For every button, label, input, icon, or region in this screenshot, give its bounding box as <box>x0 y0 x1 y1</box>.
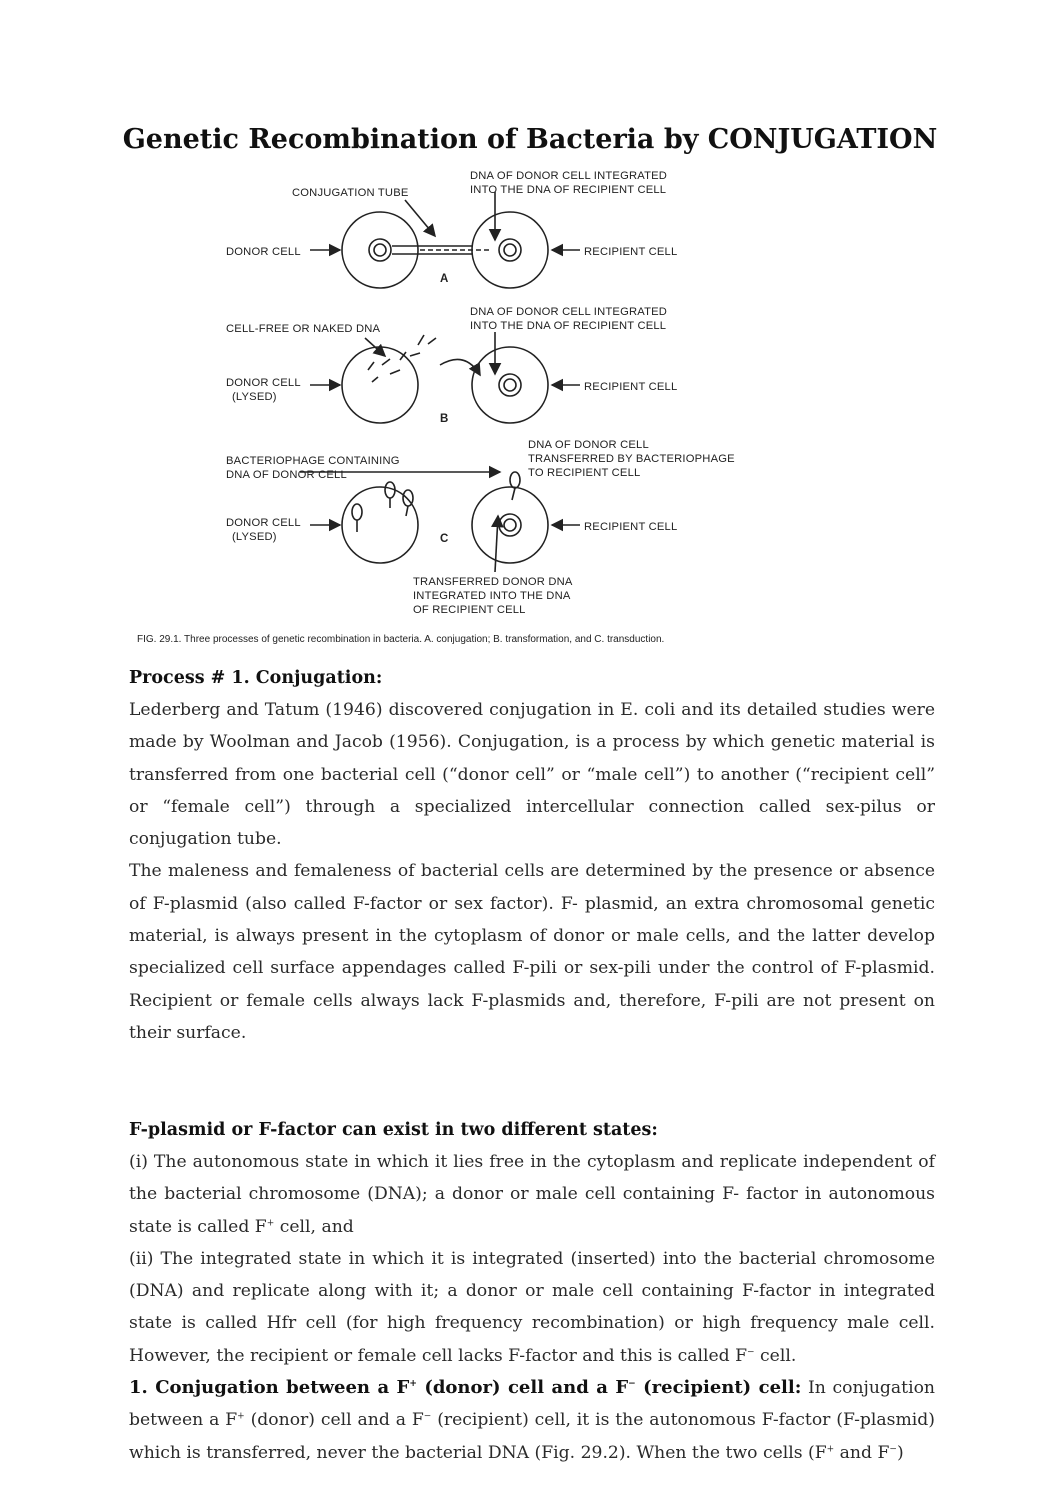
label-donor-cell-b-1: DONOR CELL <box>226 377 301 389</box>
figure-caption: FIG. 29.1. Three processes of genetic recombination in bacteria. A. conjugation; B. transformation, and C. transduction. <box>137 634 665 645</box>
label-donor-cell-c-1: DONOR CELL <box>226 517 301 529</box>
paragraph: The maleness and femaleness of bacterial cells are determined by the presence or absence of F-plasmid (also called F-factor or sex factor). F- plasmid, an extra chromosomal genetic material, is always present in the cytoplasm of donor or male cells, and the latter develop specialized cell surface appendages called F-pili or sex-pili under the control of F-plasmid. Recipient or female cells always lack F-plasmids and, therefore, F-pili are not present on their surface. <box>129 861 935 1043</box>
donor-cell-c-shape <box>342 487 418 563</box>
label-dna-transferred-3: TO RECIPIENT CELL <box>528 467 641 479</box>
label-donor-cell-b-2: (LYSED) <box>232 391 277 403</box>
section-heading-conjugation: Process # 1. Conjugation: <box>129 668 383 688</box>
paragraph-autonomous-state: (i) The autonomous state in which it lies free in the cytoplasm and replicate independent of the bacterial chromosome (DNA); a donor or male cell containing F- factor in autonomous state is called F+ cell, and <box>129 1152 935 1237</box>
label-transferred-1: TRANSFERRED DONOR DNA <box>413 576 573 588</box>
label-panel-b: B <box>440 413 449 425</box>
label-recipient-cell-b: RECIPIENT CELL <box>584 381 678 393</box>
recipient-cell-b-shape <box>472 347 548 423</box>
subheading-conjugation-f-plus-f-minus: 1. Conjugation between a F+ (donor) cell and a F− (recipient) cell: <box>129 1377 802 1399</box>
label-dna-transferred-1: DNA OF DONOR CELL <box>528 439 649 451</box>
donor-cell-b-shape <box>342 347 418 423</box>
label-recipient-cell-c: RECIPIENT CELL <box>584 521 678 533</box>
label-donor-cell-a: DONOR CELL <box>226 246 301 258</box>
label-transferred-2: INTEGRATED INTO THE DNA <box>413 590 571 602</box>
label-dna-integrated-a-2: INTO THE DNA OF RECIPIENT CELL <box>470 184 667 196</box>
section-heading-f-plasmid-states: F-plasmid or F-factor can exist in two different states: <box>129 1120 658 1140</box>
label-conjugation-tube: CONJUGATION TUBE <box>292 187 409 199</box>
page-title: Genetic Recombination of Bacteria by CONJUGATION <box>122 124 938 155</box>
label-bacteriophage-2: DNA OF DONOR CELL <box>226 469 347 481</box>
paragraph-conjugation-f-plus-f-minus: 1. Conjugation between a F+ (donor) cell and a F− (recipient) cell: In conjugation between a F+ (donor) cell and a F− (recipient) cell, it is the autonomous F-factor (F-plasmid) which is transferred, never the bacterial DNA (Fig. 29.2). When the two cells (F+ and F−) <box>129 1377 935 1463</box>
label-bacteriophage-1: BACTERIOPHAGE CONTAINING <box>226 455 400 467</box>
paragraph: Lederberg and Tatum (1946) discovered conjugation in E. coli and its detailed studies were made by Woolman and Jacob (1956). Conjugation, is a process by which genetic material is transferred from one bacterial cell (“donor cell” or “male cell”) to another (“recipient cell” or “female cell”) through a specialized intercellular connection called sex-pilus or conjugation tube. <box>129 700 935 850</box>
label-recipient-cell-a: RECIPIENT CELL <box>584 246 678 258</box>
section-conjugation-body <box>129 694 935 1049</box>
label-donor-cell-c-2: (LYSED) <box>232 531 277 543</box>
donor-cell-a-shape <box>342 212 418 288</box>
label-transferred-3: OF RECIPIENT CELL <box>413 604 526 616</box>
label-cell-free-dna: CELL-FREE OR NAKED DNA <box>226 323 381 335</box>
recipient-cell-c-shape <box>472 487 548 563</box>
figure-29-1 <box>100 160 960 660</box>
label-dna-integrated-a-1: DNA OF DONOR CELL INTEGRATED <box>470 170 668 182</box>
label-panel-a: A <box>440 273 449 285</box>
paragraph-integrated-state: (ii) The integrated state in which it is integrated (inserted) into the bacterial chromosome (DNA) and replicate along with it; a donor or male cell containing F-factor in integrated state is called Hfr cell (for high frequency recombination) or high frequency male cell. However, the recipient or female cell lacks F-factor and this is called F− cell. <box>129 1248 935 1366</box>
section-f-plasmid-body <box>129 1146 935 1469</box>
label-dna-transferred-2: TRANSFERRED BY BACTERIOPHAGE <box>528 453 735 465</box>
recombination-diagram <box>100 160 960 660</box>
recipient-cell-a-shape <box>472 212 548 288</box>
label-panel-c: C <box>440 533 449 545</box>
label-dna-integrated-b-1: DNA OF DONOR CELL INTEGRATED <box>470 306 668 318</box>
label-dna-integrated-b-2: INTO THE DNA OF RECIPIENT CELL <box>470 320 667 332</box>
